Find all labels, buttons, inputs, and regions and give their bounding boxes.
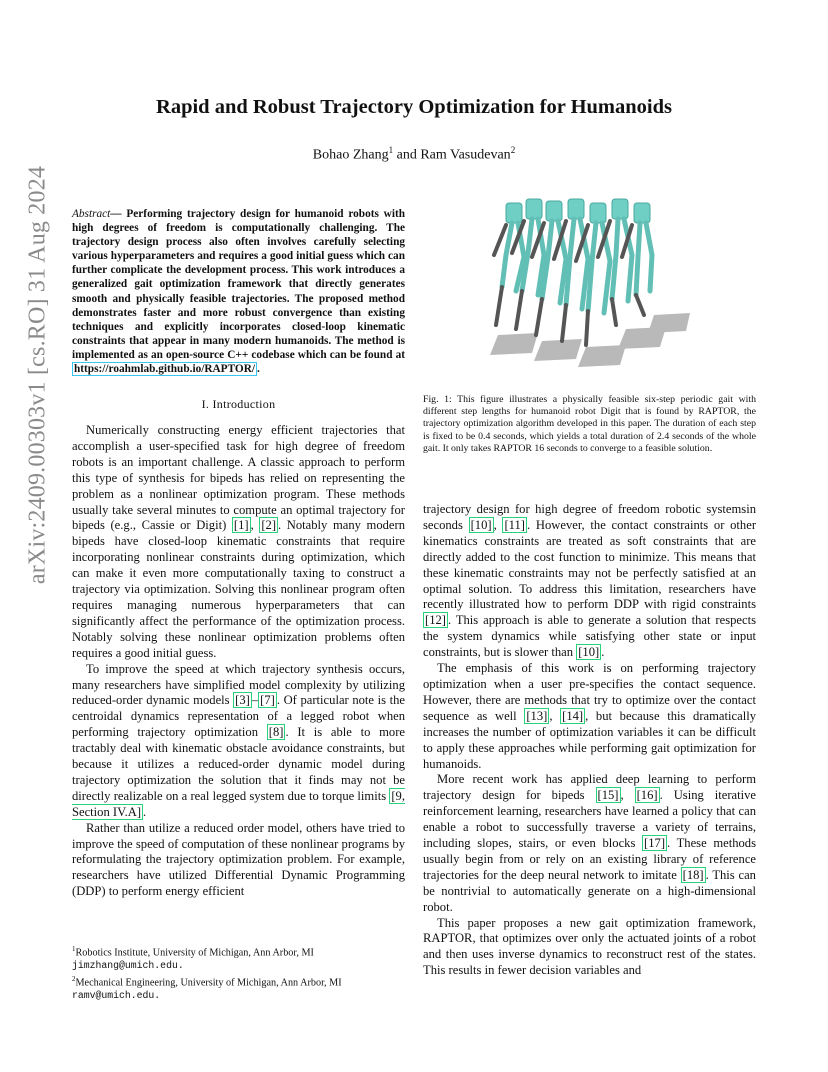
citation-link[interactable]: [15] [597, 788, 619, 803]
citation-link[interactable]: [7] [260, 693, 275, 708]
text-run: . This can be nontrivial to automatically generate on a high-dimensional robot. [423, 867, 756, 914]
email-link[interactable]: jimzhang@umich.edu. [72, 960, 184, 972]
text-run: More recent work has applied deep learning to perform trajectory design for bipeds [423, 772, 756, 803]
abstract [72, 207, 405, 376]
text-run: . Notably many modern bipeds have closed-loop kinematic constraints that require incorporating nonlinear constraints during optimization, which can make it even more computationally taxing to construct a trajectory via optimization. Solving this nonlinear program often requires managing numerous hyperparameters that can significantly affect the performance of the optimization process. Notably solving these nonlinear optimization problems often requires a good initial guess. [72, 518, 406, 660]
figure-caption: Fig. 1: This figure illustrates a physically feasible six-step periodic gait with different step lengths for humanoid robot Digit that is found by RAPTOR, the trajectory optimization algorithm developed in this paper. The duration of each step is fixed to be 0.4 seconds, which yields a total duration of 2.4 seconds of the whole gait. It only takes RAPTOR 16 seconds to converge to a feasible solution. [423, 394, 756, 454]
abstract-text: Performing trajectory design for humanoid robots with high degrees of freedom is computationally challenging. The trajectory design process also often involves carefully selecting various hyperparameters and requires a good initial guess which can further complicate the development process. This work introduces a generalized gait optimization framework that directly generates smooth and physically feasible trajectories. The proposed method demonstrates faster and more robust convergence than existing techniques and explicitly incorporates closed-loop kinematic constraints that appear in many modern humanoids. The method is implemented as an open-source C++ codebase which can be found at [72, 208, 405, 361]
affiliation-mark: 1 [388, 145, 394, 155]
text-run: , but because this dramatically increases the number of optimization variables it can be difficult to apply these approaches while performing gait optimization for humanoids. [423, 708, 756, 771]
footnote-mark: 2 [72, 974, 76, 983]
footnote-text: Mechanical Engineering, University of Michigan, Ann Arbor, MI [75, 977, 342, 989]
text-run: The emphasis of this work is on performing trajectory optimization when a user pre-specifies the contact sequence. However, there are methods that try to optimize over the contact sequence as well [423, 661, 756, 723]
citation-link[interactable]: [2] [261, 518, 277, 533]
paragraph [72, 662, 405, 821]
robot-figures [494, 199, 652, 345]
citation-link[interactable]: [10] [578, 645, 600, 660]
author-line [0, 145, 828, 164]
text-run: . Of particular note is the centroidal dynamics representation of a legged robot when performing trajectory optimization [72, 693, 405, 740]
paragraph [423, 772, 756, 915]
citation-link[interactable]: [13] [526, 708, 548, 723]
citation-link[interactable]: [3] [235, 693, 250, 708]
text-run: , [493, 517, 503, 532]
arxiv-identifier: arXiv:2409.00303v1 [cs.RO] 31 Aug 2024 [24, 165, 51, 585]
text-run: . [143, 804, 147, 819]
footnote [72, 943, 405, 973]
citation-link[interactable]: [12] [425, 613, 446, 628]
right-column-body [423, 502, 756, 979]
abstract-end: . [257, 363, 260, 376]
paragraph [423, 661, 756, 772]
citation-link[interactable]: [11] [504, 517, 525, 532]
floor-tiles [490, 313, 690, 367]
text-run: . It is able to more tractably deal with kinematic obstacle avoidance constraints, but because it utilizes a reduced-order dynamic model during trajectory optimization the solution that it finds may not be directly realizable on a real legged system due to torque limits [72, 725, 405, 803]
citation-link[interactable]: [16] [636, 788, 658, 803]
affiliation-mark: 2 [510, 145, 516, 155]
project-link[interactable]: https://roahmlab.github.io/RAPTOR/ [74, 363, 255, 376]
abstract-label: Abstract [72, 208, 111, 220]
text-run: . However, the contact constraints or other kinematics constraints are treated as soft constraints that are directly added to the cost function to minimize. This means that these kinematic constraints may not be perfectly satisfied at an optimal solution. To address this limitation, researchers have recently illustrated how to perform DDP with rigid constraints [423, 517, 757, 612]
email-link[interactable]: ramv@umich.edu. [72, 990, 161, 1002]
section-heading: I. Introduction [201, 397, 276, 411]
author-name: Bohao Zhang [312, 147, 389, 163]
text-run: . These methods usually begin from or rely on an existing library of reference trajectories for the deep neural network to imitate [423, 836, 756, 882]
left-column-body [72, 423, 405, 900]
text-run: Numerically constructing energy efficient trajectories that accomplish a user-specified task for high degree of freedom robots is an important challenge. A classic approach to perform this type of synthesis for bipeds has relied on representing the problem as a nonlinear optimization program. These methods usually take several minutes to compute an optimal trajectory for bipeds (e.g., Cassie or Digit) [72, 423, 405, 533]
paragraph [72, 423, 405, 662]
text-run: trajectory design for high degree of freedom robotic systemsin seconds [423, 502, 756, 532]
citation-link[interactable]: [9, Section IV.A] [72, 788, 405, 819]
text-run: , [250, 518, 260, 533]
citation-link[interactable]: [8] [268, 725, 284, 740]
robot-gait-figure [476, 195, 706, 375]
citation-link[interactable]: [1] [233, 518, 249, 533]
paper-title: Rapid and Robust Trajectory Optimization for Humanoids [156, 96, 672, 118]
paragraph [423, 502, 756, 661]
paragraph: Rather than utilize a reduced order model, others have tried to improve the speed of computation of these nonlinear programs by reformulating the trajectory optimization problem. For example, researchers have utilized Differential Dynamic Programming (DDP) to perform energy efficient [72, 820, 405, 899]
citation-link[interactable]: [10] [470, 517, 492, 532]
citation-link[interactable]: [17] [644, 836, 666, 851]
footnotes [72, 943, 405, 1003]
text-run: To improve the speed at which trajectory synthesis occurs, many researchers have simplified model complexity by utilizing reduced-order dynamic models [72, 661, 405, 708]
author-separator: and [393, 147, 421, 163]
citation-link[interactable]: [14] [562, 708, 584, 723]
footnote-mark: 1 [72, 945, 76, 953]
text-run: , [549, 708, 561, 723]
author-name: Ram Vasudevan [420, 147, 511, 163]
paragraph: This paper proposes a new gait optimization framework, RAPTOR, that optimizes over only the actuated joints of a robot and then uses inverse dynamics to reconstruct rest of the states. This results in fewer decision variables and [423, 915, 756, 978]
text-run: . [601, 645, 605, 660]
text-run: , [620, 788, 635, 803]
text-run: – [251, 693, 259, 708]
footnote-text: Robotics Institute, University of Michigan, Ann Arbor, MI [75, 947, 314, 959]
citation-link[interactable]: [18] [682, 867, 704, 882]
text-run: . Using iterative reinforcement learning, researchers have learned a policy that can enable a robot to successfully traverse a variety of terrains, including slopes, stairs, or even blocks [423, 788, 756, 851]
abstract-dash: — [110, 208, 127, 220]
footnote [72, 973, 405, 1003]
text-run: . This approach is able to generate a solution that respects the system dynamics while satisfying other state or input constraints, but is slower than [423, 613, 756, 660]
